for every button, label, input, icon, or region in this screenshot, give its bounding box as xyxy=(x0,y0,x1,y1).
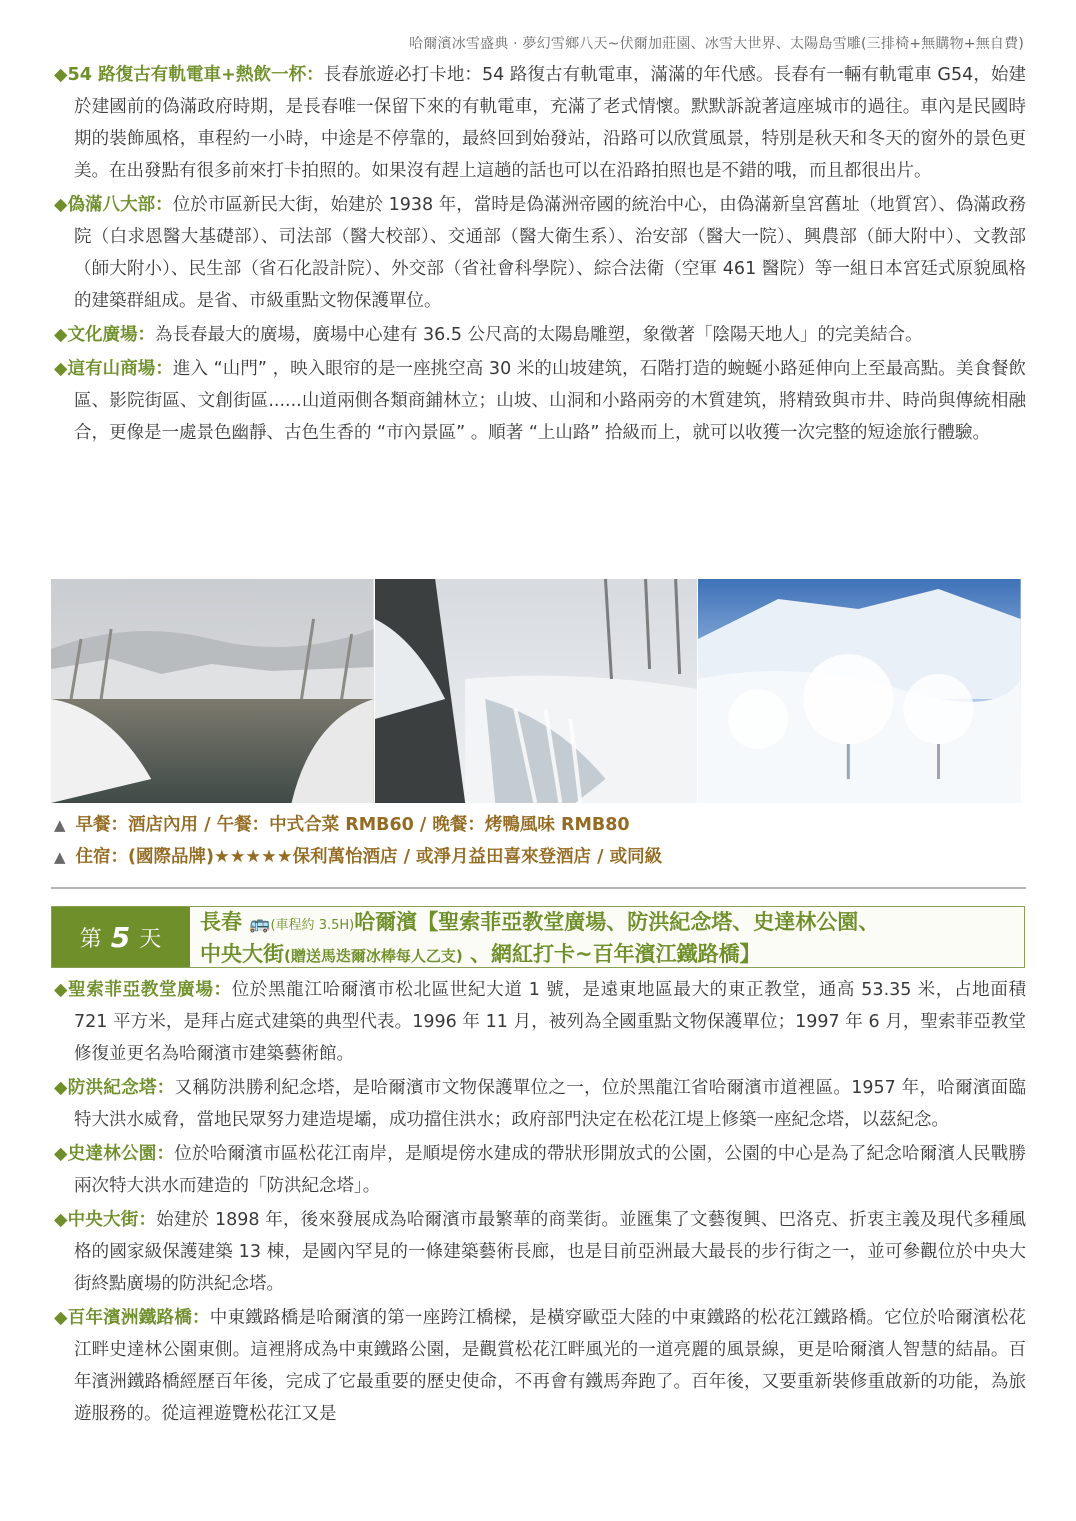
attraction-desc: 中東鐵路橋是哈爾濱的第一座跨江橋樑，是橫穿歐亞大陸的中東鐵路的松花江鐵路橋。它位於哈爾濱松花江畔史達林公園東側。這裡將成為中東鐵路公園，是觀賞松花江畔風光的一道亮麗的風景線，更是哈爾濱人智慧的結晶。百年濱洲鐵路橋經歷百年後，完成了它最重要的歷史使命，不再會有鐵馬奔跑了。百年後，又要重新裝修重啟新的功能，為旅遊服務的。從這裡遊覽松花江又是 xyxy=(74,1308,1027,1424)
page-header: 哈爾濱冰雪盛典 · 夢幻雪鄉八天~伏爾加莊園、冰雪大世界、太陽島雪雕(三排椅+無購物+無自費) xyxy=(409,36,1024,52)
diamond-icon: ◆ xyxy=(54,1144,68,1164)
day-suffix: 天 xyxy=(139,926,163,952)
attraction-desc: 位於市區新民大街，始建於 1938 年，當時是偽滿洲帝國的統治中心，由偽滿新皇宮舊址（地質宮）、偽滿政務院（白求恩醫大基礎部）、司法部（醫大校部）、交通部（醫大衛生系）、治安部（醫大一院）、興農部（師大附中）、文教部（師大附小）、民生部（省石化設計院）、外交部（省社會科學院）、綜合法衛（空軍 461 醫院）等一組日本宮廷式原貌風格的建築群組成。是省、市級重點文物保護單位。 xyxy=(74,195,1026,311)
attraction-name: 百年濱洲鐵路橋： xyxy=(67,1308,210,1328)
attraction-desc: 長春旅遊必打卡地：54 路復古有軌電車，滿滿的年代感。長春有一輛有軌電車 G54，始建於建國前的偽滿政府時期，是長春唯一保留下來的有軌電車，充滿了老式情懷。默默訴說著這座城市的過往。車內是民國時期的裝飾風格，車程約一小時，中途是不停靠的，最終回到始發站，沿路可以欣賞風景，特別是秋天和冬天的窗外的景色更美。在出發點有很多前來打卡拍照的。如果沒有趕上這趟的話也可以在沿路拍照也是不錯的哦，而且都很出片。 xyxy=(74,65,1026,181)
attraction-name: 聖索菲亞教堂廣場： xyxy=(68,980,232,1000)
day-title-line1: 哈爾濱【聖索菲亞教堂廣場、防洪紀念塔、史達林公園、 xyxy=(354,910,880,934)
hotel-info xyxy=(54,843,662,868)
triangle-icon: ▲ xyxy=(54,816,66,834)
bus-icon: 🚌 xyxy=(249,914,271,934)
gift-note: (贈送馬迭爾冰棒每人乙支) xyxy=(284,947,463,965)
day-city-from: 長春 xyxy=(200,910,242,934)
diamond-icon: ◆ xyxy=(54,195,68,215)
day-number: 5 xyxy=(110,920,132,954)
photo-rime-trees xyxy=(698,579,1021,803)
attraction-item xyxy=(54,319,1026,351)
attraction-name: 防洪紀念塔： xyxy=(67,1078,175,1098)
attraction-name: 這有山商場： xyxy=(67,359,173,379)
attraction-desc: 進入 “山門” ，映入眼帘的是一座挑空高 30 米的山坡建筑，石階打造的蜿蜒小路延伸向上至最高點。美食餐飲區、影院街區、文創街區......山道兩側各類商鋪林立；山坡、山洞和小路兩旁的木質建筑，將精致與市井、時尚與傳統相融合，更像是一處景色幽靜、古色生香的 “市內景區” 。順著 “上山路” 拾級而上，就可以收獲一次完整的短途旅行體驗。 xyxy=(74,359,1027,443)
day-title xyxy=(190,907,1024,967)
attraction-item xyxy=(54,59,1026,187)
day-prefix: 第 xyxy=(79,926,103,952)
meal-info xyxy=(54,811,630,836)
day-banner xyxy=(51,906,1025,968)
hotel-text: 住宿：(國際品牌)★★★★★保利萬怡酒店 / 或淨月益田喜來登酒店 / 或同級 xyxy=(75,847,663,867)
attraction-name: 54 路復古有軌電車+熱飲一杯： xyxy=(67,65,324,85)
attraction-item xyxy=(54,189,1026,317)
diamond-icon: ◆ xyxy=(54,980,69,1000)
attraction-item xyxy=(54,1302,1026,1430)
diamond-icon: ◆ xyxy=(54,1078,68,1098)
diamond-icon: ◆ xyxy=(54,325,68,345)
attraction-desc: 為長春最大的廣場，廣場中心建有 36.5 公尺高的太陽島雕塑，象徵著「陰陽天地人」的完美結合。 xyxy=(154,325,923,345)
attraction-name: 中央大街： xyxy=(67,1210,157,1230)
diamond-icon: ◆ xyxy=(54,1308,68,1328)
drive-time: (車程約 3.5H) xyxy=(270,918,355,933)
attraction-name: 文化廣場： xyxy=(67,325,155,345)
photo-frozen-waterfall xyxy=(375,579,698,803)
meal-text: 早餐：酒店內用 / 午餐：中式合菜 RMB60 / 晚餐：烤鴨風味 RMB80 xyxy=(75,815,630,835)
attraction-item xyxy=(54,1138,1026,1202)
attraction-desc: 又稱防洪勝利紀念塔，是哈爾濱市文物保護單位之一，位於黑龍江省哈爾濱市道裡區。1957 年，哈爾濱面臨特大洪水威脅，當地民眾努力建造堤壩，成功擋住洪水；政府部門決定在松花江堤上修築一座紀念塔，以茲紀念。 xyxy=(74,1078,1026,1130)
attraction-desc: 始建於 1898 年，後來發展成為哈爾濱市最繁華的商業街。並匯集了文藝復興、巴洛克、折衷主義及現代多種風格的國家級保護建築 13 棟，是國內罕見的一條建築藝術長廊，也是目前亞洲最大最長的步行街之一，並可參觀位於中央大街終點廣場的防洪紀念塔。 xyxy=(74,1210,1026,1294)
day-title-line2-end: 、網紅打卡~百年濱江鐵路橋】 xyxy=(462,942,761,966)
photo-strip xyxy=(51,579,1021,803)
attraction-item xyxy=(54,974,1026,1070)
section-divider xyxy=(51,887,1026,889)
day5-attractions xyxy=(54,974,1026,1430)
attraction-item xyxy=(54,1204,1026,1300)
day4-attractions xyxy=(54,59,1026,449)
photo-snowy-river xyxy=(51,579,374,803)
diamond-icon: ◆ xyxy=(54,359,68,379)
attraction-name: 史達林公園： xyxy=(67,1144,175,1164)
diamond-icon: ◆ xyxy=(54,65,68,85)
day-title-line2: 中央大街 xyxy=(200,942,284,966)
attraction-name: 偽滿八大部： xyxy=(67,195,173,215)
day-label xyxy=(52,907,190,967)
attraction-desc: 位於哈爾濱市區松花江南岸，是順堤傍水建成的帶狀形開放式的公園，公園的中心是為了紀念哈爾濱人民戰勝兩次特大洪水而建造的「防洪紀念塔」。 xyxy=(74,1144,1027,1196)
attraction-item xyxy=(54,1072,1026,1136)
attraction-item xyxy=(54,353,1026,449)
attraction-desc: 位於黑龍江哈爾濱市松北區世紀大道 1 號，是遠東地區最大的東正教堂，通高 53.35 米，占地面積 721 平方米，是拜占庭式建築的典型代表。1996 年 11 月，被列為全國重點文物保護單位；1997 年 6 月，聖索菲亞教堂修復並更名為哈爾濱市建築藝術館。 xyxy=(74,980,1027,1064)
diamond-icon: ◆ xyxy=(54,1210,68,1230)
triangle-icon: ▲ xyxy=(54,848,66,866)
